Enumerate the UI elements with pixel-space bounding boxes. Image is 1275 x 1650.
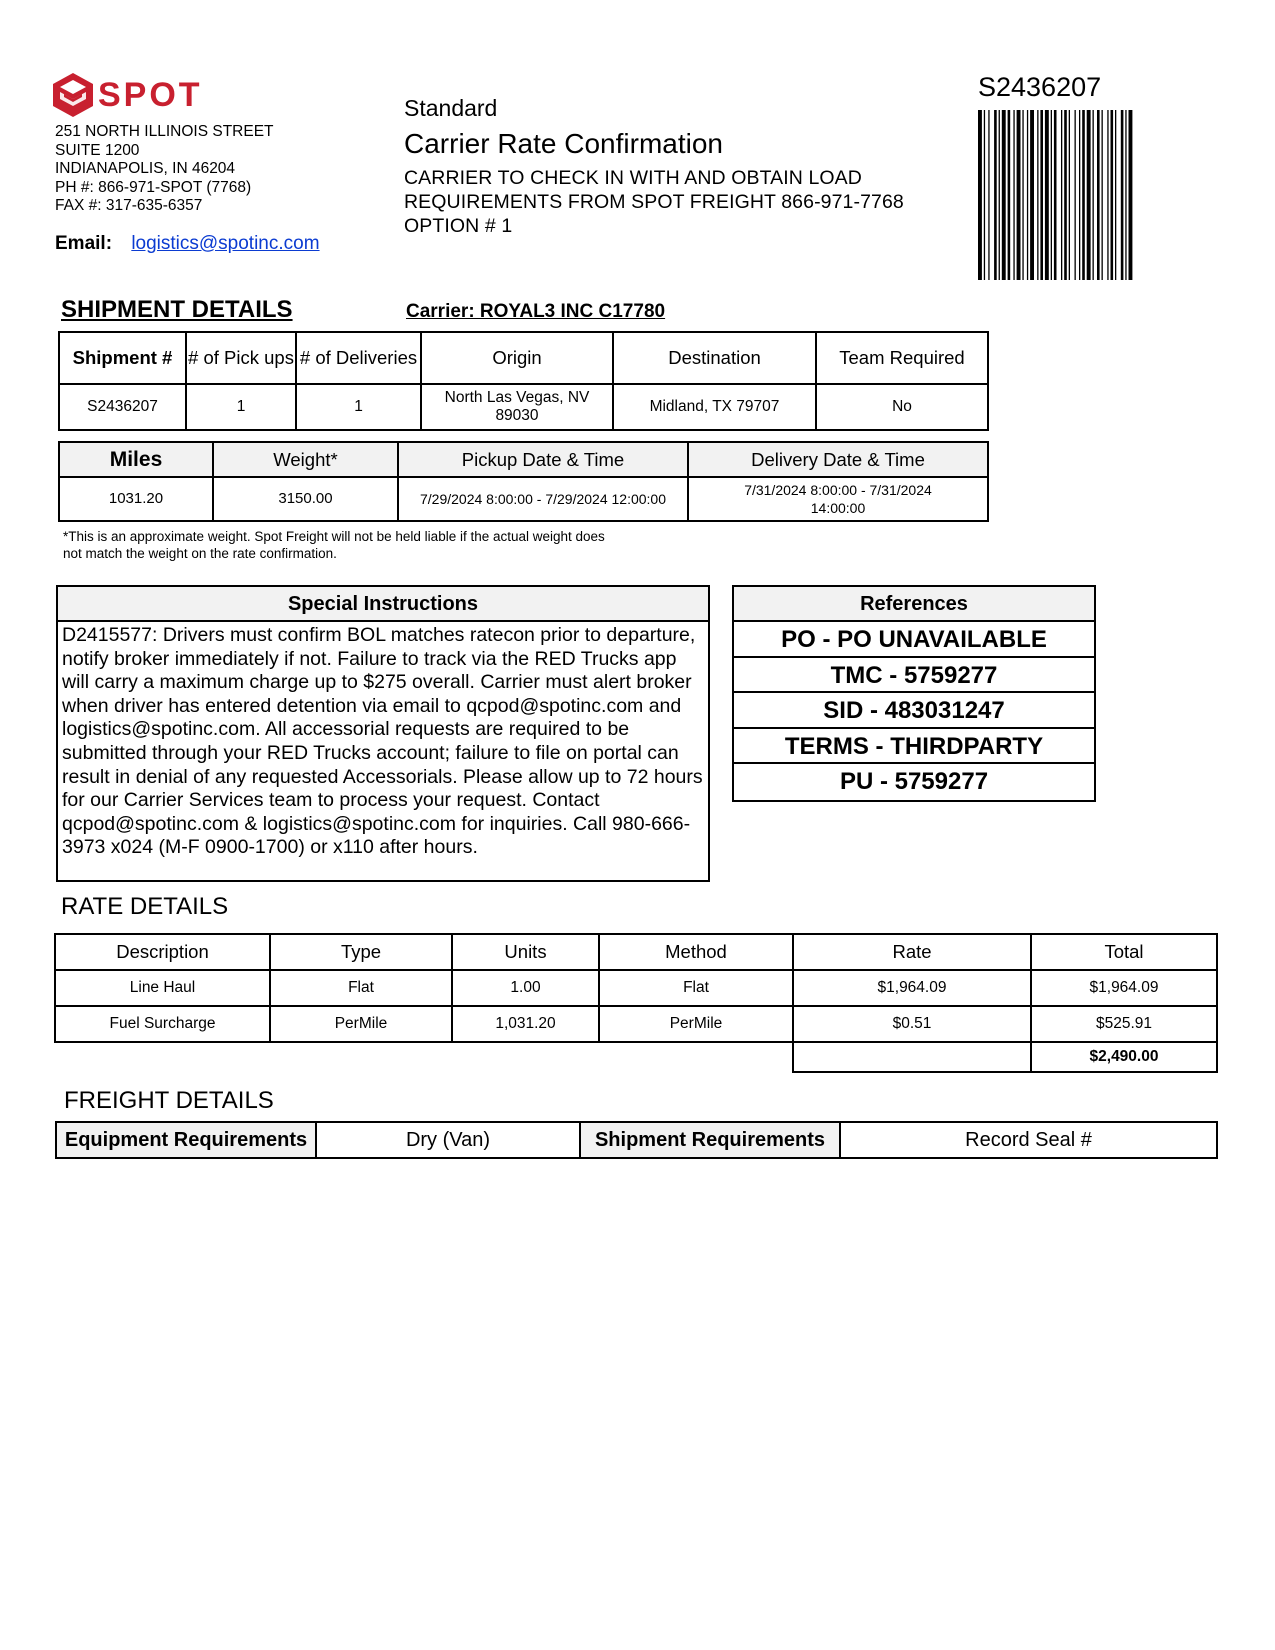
header-cell: Rate: [793, 934, 1031, 970]
rate-table: [54, 933, 1218, 1073]
total-label-cell: [793, 1042, 1031, 1072]
table-cell: North Las Vegas, NV 89030: [421, 384, 613, 430]
header-cell: # of Deliveries: [296, 332, 421, 384]
address-line: 251 NORTH ILLINOIS STREET: [55, 123, 274, 140]
grand-total: $2,490.00: [1031, 1042, 1217, 1072]
check-in-note: [404, 166, 904, 238]
address-line: INDIANAPOLIS, IN 46204: [55, 160, 236, 177]
header-cell: Type: [270, 934, 452, 970]
blank-cell: [270, 1042, 452, 1072]
rate-details-title: RATE DETAILS: [61, 893, 229, 920]
document-title: Carrier Rate Confirmation: [404, 128, 723, 159]
schedule-table: [58, 441, 989, 522]
header-cell: Description: [55, 934, 270, 970]
table-row: [59, 384, 988, 430]
table-cell: S2436207: [59, 384, 186, 430]
table-row: [56, 1122, 1217, 1158]
special-instructions-box: [56, 585, 710, 882]
shipment-table: [58, 331, 989, 431]
header-cell: # of Pick ups: [186, 332, 296, 384]
table-cell: 7/29/2024 8:00:00 - 7/29/2024 12:00:00: [398, 477, 688, 521]
header-cell: Origin: [421, 332, 613, 384]
table-cell: PerMile: [599, 1006, 793, 1042]
equipment-value: Dry (Van): [316, 1122, 580, 1158]
table-cell: Line Haul: [55, 970, 270, 1006]
table-cell: 1,031.20: [452, 1006, 599, 1042]
logo-wordmark: SPOT: [98, 76, 203, 114]
table-cell: 1: [296, 384, 421, 430]
shipment-requirements-label: Shipment Requirements: [580, 1122, 840, 1158]
table-cell: Midland, TX 79707: [613, 384, 816, 430]
weight-disclaimer: [63, 528, 605, 562]
table-cell: Fuel Surcharge: [55, 1006, 270, 1042]
reference-item: SID - 483031247: [734, 693, 1094, 729]
address-line: SUITE 1200: [55, 141, 140, 159]
header-cell: Delivery Date & Time: [688, 442, 988, 477]
table-row: [55, 1006, 1217, 1042]
table-cell: No: [816, 384, 988, 430]
table-cell: Flat: [270, 970, 452, 1006]
shipment-requirements-value: Record Seal #: [840, 1122, 1217, 1158]
table-cell: 7/31/2024 8:00:00 - 7/31/2024 14:00:00: [688, 477, 988, 521]
table-header-row: [55, 934, 1217, 970]
header-cell: Units: [452, 934, 599, 970]
table-header-row: [59, 442, 988, 477]
total-row: [55, 1042, 1217, 1072]
table-row: [55, 970, 1217, 1006]
table-cell: Flat: [599, 970, 793, 1006]
disclaimer-line: not match the weight on the rate confirmation.: [63, 546, 337, 561]
reference-item: TMC - 5759277: [734, 658, 1094, 694]
note-line: OPTION # 1: [404, 215, 513, 237]
header-cell: Total: [1031, 934, 1217, 970]
table-cell: 1: [186, 384, 296, 430]
blank-cell: [55, 1042, 270, 1072]
email-label: Email:: [55, 233, 113, 254]
freight-details-title: FREIGHT DETAILS: [64, 1087, 274, 1114]
table-cell: $1,964.09: [793, 970, 1031, 1006]
carrier-info: Carrier: ROYAL3 INC C17780: [406, 301, 666, 322]
shipment-details-title: SHIPMENT DETAILS: [61, 296, 293, 323]
spot-logo-icon: [52, 72, 94, 118]
references-box: [732, 585, 1096, 802]
table-cell: 1031.20: [59, 477, 213, 521]
table-cell: 1.00: [452, 970, 599, 1006]
header-cell: Shipment #: [59, 332, 186, 384]
header-cell: Team Required: [816, 332, 988, 384]
header-cell: Pickup Date & Time: [398, 442, 688, 477]
equipment-label: Equipment Requirements: [56, 1122, 316, 1158]
special-instructions-text: D2415577: Drivers must confirm BOL matches ratecon prior to departure, notify broker immediately if not. Failure to track via the RED Trucks app will carry a maximum charge up to $275 overall. Carrier must alert broker when driver has entered detention via email to qcpod@spotinc.com and logistics@spotinc.com. All accessorial requests are required to be submitted through your RED Trucks account; failure to file on portal can result in denial of any requested Accessorials. Please allow up to 72 hours for our Carrier Services team to process your request. Contact qcpod@spotinc.com & logistics@spotinc.com for inquiries. Call 980-666-3973 x024 (M-F 0900-1700) or x110 after hours.: [62, 624, 703, 859]
header-cell: Miles: [59, 442, 213, 477]
email-link[interactable]: logistics@spotinc.com: [131, 233, 320, 254]
freight-table: [55, 1121, 1218, 1159]
shipment-id: S2436207: [978, 72, 1102, 102]
blank-cell: [599, 1042, 793, 1072]
table-row: [59, 477, 988, 521]
company-logo: [52, 72, 202, 120]
phone-line: PH #: 866-971-SPOT (7768): [55, 178, 252, 196]
header-cell: Method: [599, 934, 793, 970]
table-header-row: [59, 332, 988, 384]
note-line: REQUIREMENTS FROM SPOT FREIGHT 866-971-7768: [404, 191, 904, 213]
reference-item: TERMS - THIRDPARTY: [734, 729, 1094, 765]
email-row: [55, 233, 320, 255]
document-type: Standard: [404, 95, 498, 121]
note-line: CARRIER TO CHECK IN WITH AND OBTAIN LOAD: [404, 167, 862, 189]
company-address: [55, 123, 274, 216]
header-cell: Destination: [613, 332, 816, 384]
blank-cell: [452, 1042, 599, 1072]
table-cell: 3150.00: [213, 477, 398, 521]
header-cell: Weight*: [213, 442, 398, 477]
table-cell: $525.91: [1031, 1006, 1217, 1042]
disclaimer-line: *This is an approximate weight. Spot Freight will not be held liable if the actual weight does: [63, 529, 605, 544]
reference-item: PU - 5759277: [839, 768, 989, 795]
fax-line: FAX #: 317-635-6357: [55, 197, 203, 214]
special-instructions-title: Special Instructions: [58, 587, 708, 622]
barcode: [978, 110, 1210, 280]
table-cell: $0.51: [793, 1006, 1031, 1042]
reference-item: PO - PO UNAVAILABLE: [734, 622, 1094, 658]
table-cell: $1,964.09: [1031, 970, 1217, 1006]
references-title: References: [734, 587, 1094, 622]
table-cell: PerMile: [270, 1006, 452, 1042]
